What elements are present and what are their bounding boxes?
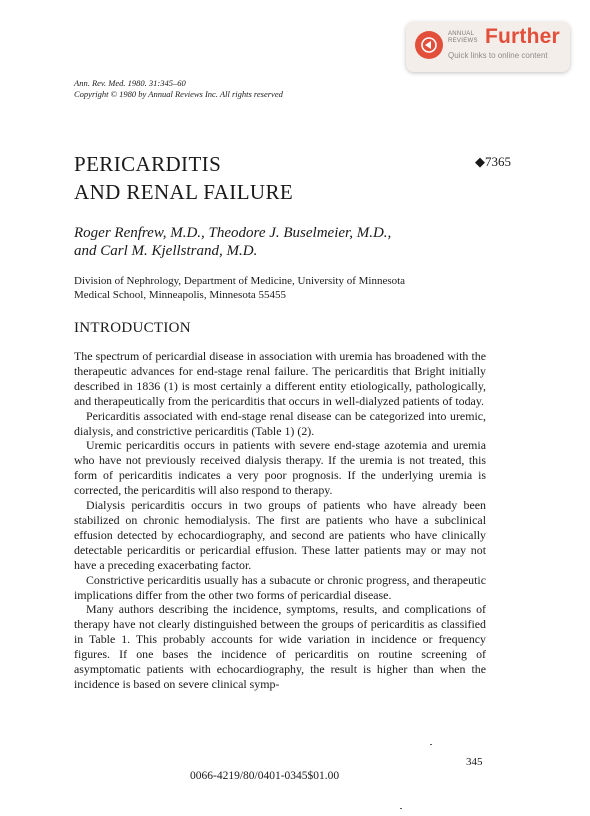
affiliation xyxy=(74,274,405,302)
page-number: 345 xyxy=(466,756,483,768)
author-list xyxy=(74,224,391,260)
journal-citation-line: Ann. Rev. Med. 1980. 31:345–60 xyxy=(74,78,186,88)
paragraph: Pericarditis associated with end-stage renal disease can be categorized into uremic, dialysis, and constrictive pericarditis (Table 1) (2). xyxy=(74,408,486,438)
author-line-1: Roger Renfrew, M.D., Theodore J. Buselmeier, M.D., xyxy=(74,225,392,241)
title-line-2: AND RENAL FAILURE xyxy=(74,180,294,204)
paragraph: Many authors describing the incidence, symptoms, results, and complications of therapy have not clearly distinguished between the groups of pericarditis as classified in Table 1. This probably accounts for wide variation in incidence or frequency figures. If one bases the incidence of pericarditis on routine screening of asymptomatic patients with echocardiography, the result is higher than when the incidence is based on severe clinical symp- xyxy=(74,602,486,691)
author-line-2: and Carl M. Kjellstrand, M.D. xyxy=(74,243,258,259)
article-title xyxy=(74,150,293,206)
paragraph: Constrictive pericarditis usually has a subacute or chronic progress, and therapeutic implications differ from the other two forms of pericardial disease. xyxy=(74,572,486,602)
scan-speck xyxy=(430,744,432,745)
paragraph: The spectrum of pericardial disease in association with uremia has broadened with the therapeutic advances for end-stage renal failure. The pericarditis that Bright initially described in 1836 (1) is most certainly a different entity etiologically, pathologically, and therapeutically from the pericarditis that occurs in well-dialyzed patients of today. xyxy=(74,349,486,408)
badge-subtitle: Quick links to online content xyxy=(448,51,548,60)
paragraph: Dialysis pericarditis occurs in two groups of patients who have already been stabilized on chronic hemodialysis. The first are patients who have a subclinical effusion detected by echocardiography, and second are patients who have clinically detectable pericarditis or pericardial effusion. These latter patients may or may not have a preceding exacerbating factor. xyxy=(74,498,486,572)
article-body xyxy=(74,349,486,692)
journal-citation xyxy=(74,78,283,100)
footer-code: 0066-4219/80/0401-0345$01.00 xyxy=(190,770,340,782)
article-code: ◆7365 xyxy=(475,154,511,169)
scan-speck xyxy=(400,808,402,809)
badge-publisher-label: ANNUAL REVIEWS xyxy=(448,31,478,44)
badge-further-label: Further xyxy=(485,25,560,48)
title-line-1: PERICARDITIS xyxy=(74,152,222,176)
affiliation-line-2: Medical School, Minneapolis, Minnesota 55455 xyxy=(74,289,287,301)
section-heading: INTRODUCTION xyxy=(74,320,191,336)
copyright-line: Copyright © 1980 by Annual Reviews Inc. All rights reserved xyxy=(74,89,283,99)
affiliation-line-1: Division of Nephrology, Department of Medicine, University of Minnesota xyxy=(74,275,406,287)
paragraph: Uremic pericarditis occurs in patients with severe end-stage azotemia and uremia who have not previously received dialysis therapy. If the uremia is not treated, this form of pericarditis indicates a very poor prognosis. If the underlying uremia is corrected, the pericarditis will also respond to therapy. xyxy=(74,438,486,498)
play-back-icon xyxy=(415,31,443,59)
annual-reviews-further-badge[interactable] xyxy=(406,22,570,72)
